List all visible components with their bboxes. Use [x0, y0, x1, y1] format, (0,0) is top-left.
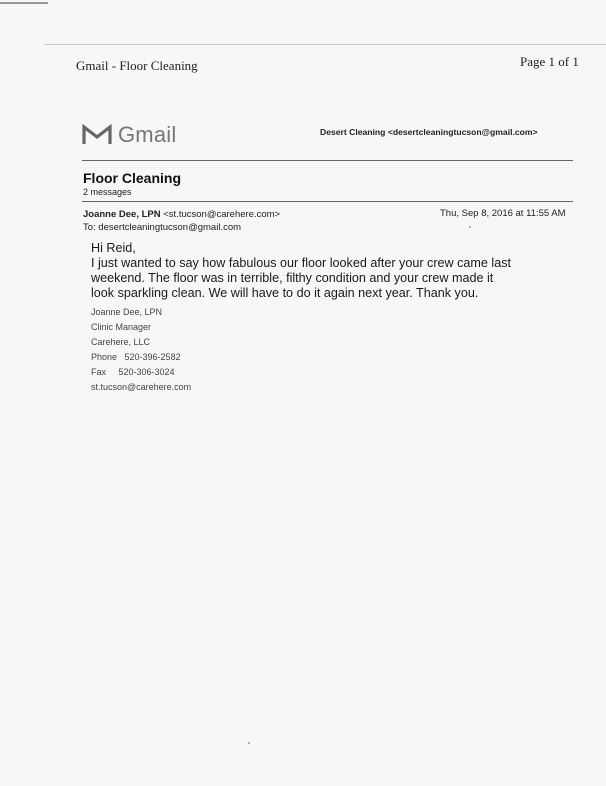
message-count: 2 messages	[83, 187, 132, 197]
divider	[82, 160, 573, 161]
signature-line: Clinic Manager	[91, 322, 152, 332]
body-line: look sparkling clean. We will have to do it again next year. Thank you.	[91, 286, 479, 300]
divider	[82, 201, 573, 202]
signature-line: Joanne Dee, LPN	[91, 307, 163, 317]
signature-line: st.tucson@carehere.com	[91, 382, 192, 392]
recipient-line: To: desertcleaningtucson@gmail.com	[83, 222, 242, 233]
scan-speck	[248, 742, 250, 744]
signature-line: Fax 520-306-3024	[91, 367, 175, 377]
account-address: Desert Cleaning <desertcleaningtucson@gmail.com>	[320, 127, 538, 137]
body-line: Hi Reid,	[91, 241, 136, 255]
gmail-logo	[82, 122, 176, 148]
print-page-number: Page 1 of 1	[520, 54, 579, 69]
body-line: weekend. The floor was in terrible, filthy condition and your crew made it	[91, 271, 494, 285]
sender-line	[83, 209, 280, 220]
sender-name: Joanne Dee, LPN	[83, 209, 161, 220]
gmail-wordmark: Gmail	[118, 122, 177, 147]
thread-subject: Floor Cleaning	[83, 170, 181, 186]
scan-speck	[469, 226, 471, 228]
signature-block	[91, 305, 191, 395]
print-header-title: Gmail - Floor Cleaning	[76, 58, 198, 73]
scan-artifact-line	[0, 2, 48, 4]
signature-line: Phone 520-396-2582	[91, 352, 181, 362]
scan-artifact-rule	[44, 44, 606, 45]
gmail-m-icon	[82, 124, 112, 146]
sender-email: <st.tucson@carehere.com>	[163, 209, 281, 220]
body-line: I just wanted to say how fabulous our floor looked after your crew came last	[91, 256, 512, 270]
message-date: Thu, Sep 8, 2016 at 11:55 AM	[440, 208, 566, 219]
signature-line: Carehere, LLC	[91, 337, 151, 347]
message-body	[91, 241, 571, 301]
